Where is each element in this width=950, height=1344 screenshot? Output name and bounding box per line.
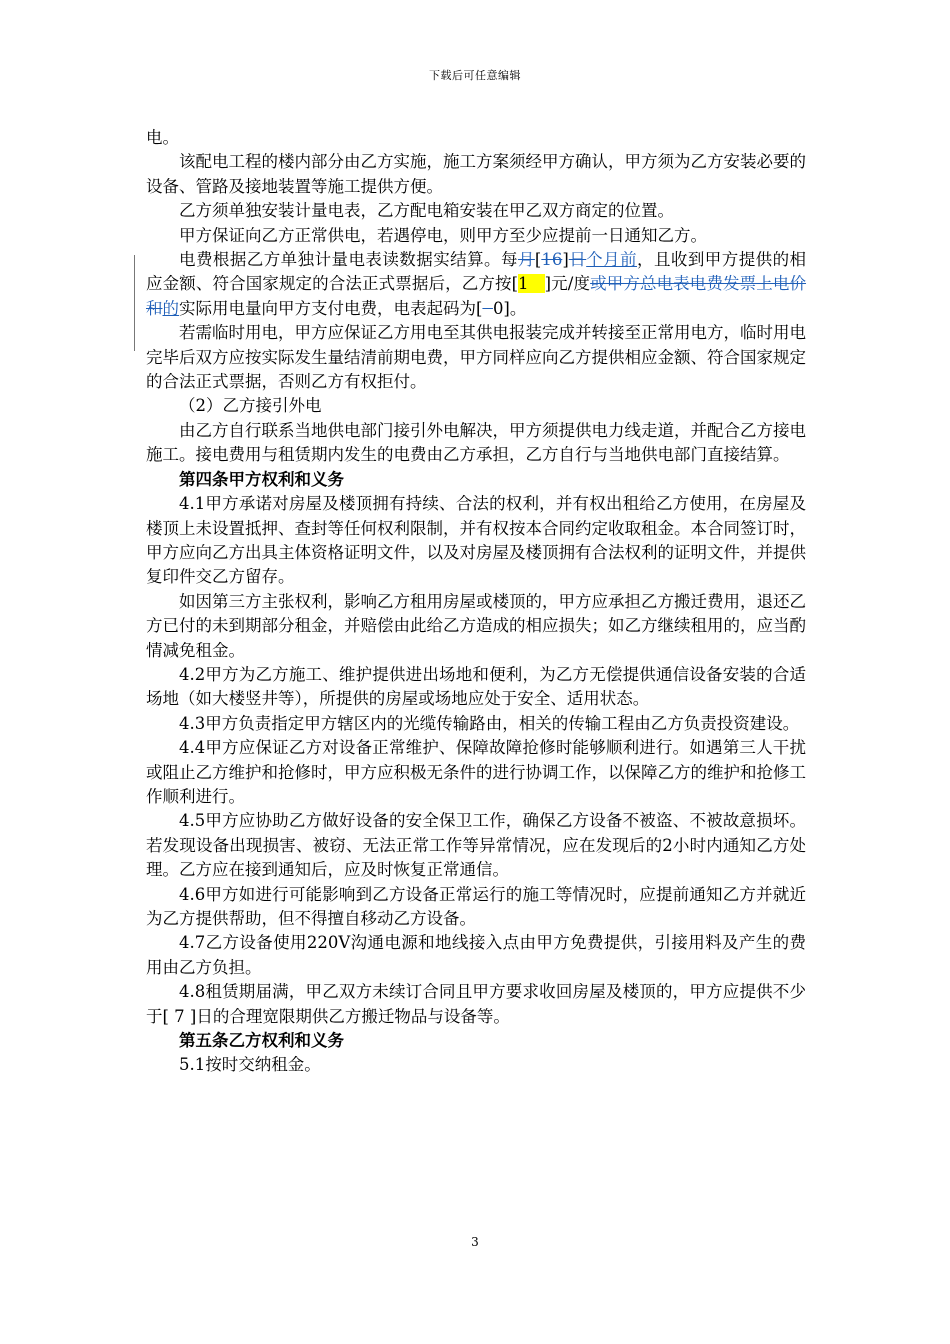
fee-text: 0]。 [492,298,527,318]
paragraph-4-6: 4.6甲方如进行可能影响到乙方设备正常运行的施工等情况时，应提前通知乙方并就近为乙方提供帮助，但不得擅自移动乙方设备。 [146,884,806,928]
heading-article-4: 第四条甲方权利和义务 [179,469,344,489]
fee-text: ] [562,250,569,270]
paragraph-4-1: 4.1甲方承诺对房屋及楼顶拥有持续、合法的权利，并有权出租给乙方使用，在房屋及楼顶上未设置抵押、查封等任何权利限制，并有权按本合同约定收取租金。本合同签订时，甲方应向乙方出具主体资格证明文件，以及对房屋及楼顶拥有合法权利的证明文件，并提供复印件交乙方留存。 [146,494,806,587]
paragraph-4-3: 4.3甲方负责指定甲方辖区内的光缆传输路由，相关的传输工程由乙方负责投资建设。 [179,713,800,733]
paragraph-third-party-claim: 如因第三方主张权利，影响乙方租用房屋或楼顶的，甲方应承担乙方搬迁费用，退还乙方已付的未到期部分租金，并赔偿由此给乙方造成的相应损失；如乙方继续租用的，应当酌情减免租金。 [146,591,806,660]
paragraph-5-1: 5.1按时交纳租金。 [179,1055,321,1075]
revision-change-bar [134,255,135,351]
paragraph-4-2: 4.2甲方为乙方施工、维护提供进出场地和便利，为乙方无偿提供通信设备安装的合适场地（如大楼竖井等），所提供的房屋或场地应处于安全、适用状态。 [146,664,806,709]
fee-text: 电费根据乙方单独计量电表读数据实结算。每 [179,250,518,270]
highlighted-gap [529,274,545,293]
document-body [146,126,806,1078]
deleted-text: 或甲方总电表电费发票上电价和 [146,274,807,318]
heading-article-5: 第五条乙方权利和义务 [179,1031,344,1051]
paragraph-wiring-work: 该配电工程的楼内部分由乙方实施，施工方案须经甲方确认，甲方须为乙方安装必要的设备、管路及接地装置等施工提供方便。 [146,152,806,196]
paragraph-meter-install: 乙方须单独安装计量电表，乙方配电箱安装在甲乙双方商定的位置。 [179,201,674,221]
paragraph-external-power: 由乙方自行联系当地供电部门接引外电解决，甲方须提供电力线走道，并配合乙方接电施工。接电费用与租赁期内发生的电费由乙方承担，乙方自行与当地供电部门直接结算。 [146,420,806,465]
deleted-text [482,299,493,318]
fee-text: [ [534,250,542,270]
paragraph-subheading-external: （2）乙方接引外电 [179,396,322,416]
paragraph-4-7: 4.7乙方设备使用220V沟通电源和地线接入点由甲方免费提供，引接用料及产生的费用由乙方负担。 [146,933,806,977]
deleted-text: 月 [517,250,535,270]
paragraph-power-supply: 甲方保证向乙方正常供电，若遇停电，则甲方至少应提前一日通知乙方。 [179,225,707,245]
deleted-text: 16 [541,250,563,270]
fee-text: ，且收到甲方提供的相应金额、符合国家规定的合法正式票据后，乙方按[ [146,250,807,294]
paragraph-continuation: 电。 [146,128,179,147]
fee-text: ] [544,274,552,294]
deleted-text: 日 [568,250,587,270]
paragraph-4-4: 4.4甲方应保证乙方对设备正常维护、保障故障抢修时能够顺利进行。如遇第三人干扰或阻止乙方维护和抢修时，甲方应积极无条件的进行协调工作，以保障乙方的维护和抢修工作顺利进行。 [146,738,806,806]
fee-text: 元/度 [551,274,591,294]
inserted-text: 的 [162,298,179,318]
paragraph-electricity-fee [146,248,806,321]
page-number: 3 [471,1235,479,1249]
inserted-text: 个月前 [586,250,638,270]
highlighted-price: 1 [518,274,529,294]
page-header: 下载后可任意编辑 [429,69,521,82]
fee-text: 实际用电量向甲方支付电费，电表起码为[ [179,298,483,318]
paragraph-4-5: 4.5甲方应协助乙方做好设备的安全保卫工作，确保乙方设备不被盗、不被故意损坏。若发现设备出现损害、被窃、无法正常工作等异常情况，应在发现后的2小时内通知乙方处理。乙方应在接到通知后，应及时恢复正常通信。 [146,811,806,880]
paragraph-temporary-power: 若需临时用电，甲方应保证乙方用电至其供电报装完成并转接至正常用电方，临时用电完毕后双方应按实际发生量结清前期电费，甲方同样应向乙方提供相应金额、符合国家规定的合法正式票据，否则乙方有权拒付。 [146,323,806,392]
paragraph-4-8: 4.8租赁期届满，甲乙双方未续订合同且甲方要求收回房屋及楼顶的，甲方应提供不少于[ 7 ]日的合理宽限期供乙方搬迁物品与设备等。 [146,982,806,1026]
